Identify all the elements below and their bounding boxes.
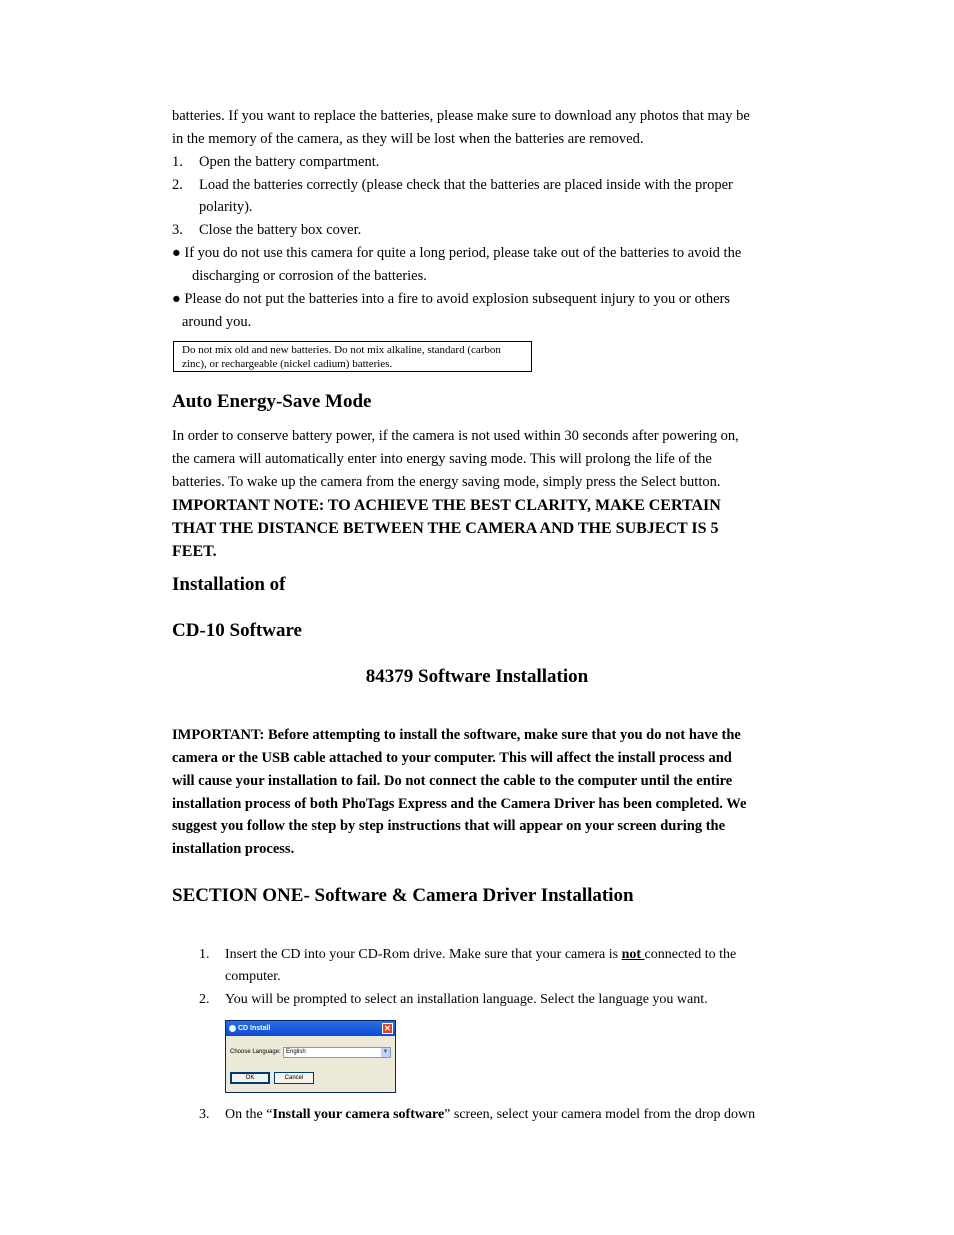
intro-line-2: in the memory of the camera, as they will be lost when the batteries are removed. — [172, 131, 644, 147]
chevron-down-icon[interactable]: ▼ — [382, 1049, 389, 1055]
software-installation-heading: 84379 Software Installation — [365, 666, 589, 687]
important-note-line-3: FEET. — [172, 543, 217, 560]
important-note-line-1: IMPORTANT NOTE: TO ACHIEVE THE BEST CLARITY, MAKE CERTAIN — [172, 497, 721, 514]
battery-step-3-text: Close the battery box cover. — [199, 222, 362, 238]
cancel-button[interactable]: Cancel — [274, 1072, 314, 1084]
section-step-1-text: Insert the CD into your CD-Rom drive. Make sure that your camera is not connected to the — [225, 947, 737, 962]
section-step-3-text: On the “Install your camera software” screen, select your camera model from the drop down — [225, 1107, 756, 1122]
dialog-titlebar — [226, 1021, 395, 1036]
section-step-2-text: You will be prompted to select an installation language. Select the language you want. — [225, 992, 708, 1007]
section-step-1-text-cont: computer. — [225, 969, 281, 984]
language-select[interactable] — [283, 1047, 391, 1058]
energy-line-3: batteries. To wake up the camera from the energy saving mode, simply press the Select button. — [172, 474, 721, 490]
section-step-3-num: 3. — [199, 1107, 210, 1122]
install-camera-software-emphasis: Install your camera software — [272, 1107, 445, 1122]
close-icon[interactable]: ✕ — [382, 1023, 393, 1034]
ok-button[interactable]: OK — [230, 1072, 270, 1084]
battery-warning-line-2: zinc), or rechargeable (nickel cadium) batteries. — [182, 358, 393, 370]
energy-line-2: the camera will automatically enter into energy saving mode. This will prolong the life of the — [172, 451, 712, 467]
section-step-2-num: 2. — [199, 992, 210, 1007]
battery-step-3-num: 3. — [172, 222, 183, 238]
install-important-line-6: installation process. — [172, 841, 295, 857]
battery-step-1-text: Open the battery compartment. — [199, 154, 380, 170]
bullet-2-line-2: around you. — [182, 314, 252, 330]
cd-app-icon — [229, 1025, 236, 1032]
battery-warning-line-1: Do not mix old and new batteries. Do not mix alkaline, standard (carbon — [182, 344, 501, 356]
cd10-heading: CD-10 Software — [172, 620, 302, 641]
install-important-line-3: will cause your installation to fail. Do not connect the cable to the computer until the entire — [172, 773, 733, 789]
language-select-value: English — [286, 1049, 306, 1055]
install-important-line-1: IMPORTANT: Before attempting to install the software, make sure that you do not have the — [172, 727, 741, 743]
not-emphasis: not — [621, 947, 645, 962]
bullet-1-line-1: ● If you do not use this camera for quite a long period, please take out of the batteries to avoid the — [172, 245, 742, 261]
installation-heading: Installation of — [172, 574, 286, 595]
install-important-line-2: camera or the USB cable attached to your computer. This will affect the install process and — [172, 750, 732, 766]
bullet-2-line-1: ● Please do not put the batteries into a fire to avoid explosion subsequent injury to you or others — [172, 291, 731, 307]
battery-step-2-text: Load the batteries correctly (please check that the batteries are placed inside with the proper — [199, 177, 733, 193]
install-important-line-5: suggest you follow the step by step instructions that will appear on your screen during the — [172, 818, 726, 834]
section-step-1-num: 1. — [199, 947, 210, 962]
language-label: Choose Language: — [230, 1049, 281, 1055]
energy-heading: Auto Energy-Save Mode — [172, 391, 372, 412]
cd-install-dialog — [225, 1020, 396, 1093]
battery-step-1-num: 1. — [172, 154, 183, 170]
energy-line-1: In order to conserve battery power, if the camera is not used within 30 seconds after powering on, — [172, 428, 739, 444]
intro-line-1: batteries. If you want to replace the batteries, please make sure to download any photos that may be — [172, 108, 750, 124]
battery-warning-box — [173, 341, 532, 372]
battery-step-2-text-cont: polarity). — [199, 199, 253, 215]
battery-step-2-num: 2. — [172, 177, 183, 193]
dialog-title: CD Install — [238, 1025, 271, 1032]
install-important-line-4: installation process of both PhoTags Express and the Camera Driver has been completed. We — [172, 796, 747, 812]
section-one-heading: SECTION ONE- Software & Camera Driver Installation — [172, 885, 634, 906]
important-note-line-2: THAT THE DISTANCE BETWEEN THE CAMERA AND THE SUBJECT IS 5 — [172, 520, 719, 537]
bullet-1-line-2: discharging or corrosion of the batteries. — [192, 268, 427, 284]
